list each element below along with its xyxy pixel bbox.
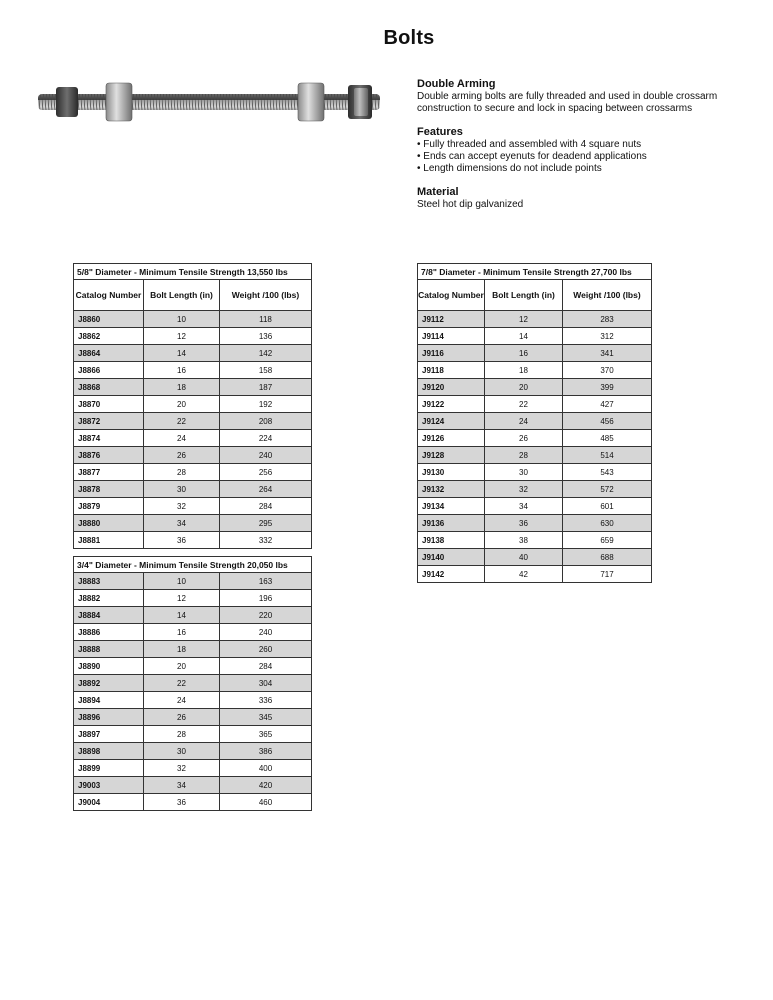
- weight-cell: 312: [563, 328, 652, 345]
- bolt-length-cell: 26: [144, 709, 220, 726]
- weight-cell: 196: [220, 590, 312, 607]
- table-row: [418, 447, 652, 464]
- catalog-number-cell: J8886: [74, 624, 144, 641]
- table-row: [74, 743, 312, 760]
- table-row: [74, 345, 312, 362]
- table-row: [74, 794, 312, 811]
- column-header-catalog: Catalog Number: [74, 280, 144, 311]
- bolt-length-cell: 32: [144, 498, 220, 515]
- bolt-length-cell: 24: [144, 430, 220, 447]
- weight-cell: 659: [563, 532, 652, 549]
- weight-cell: 187: [220, 379, 312, 396]
- weight-cell: 136: [220, 328, 312, 345]
- weight-cell: 118: [220, 311, 312, 328]
- catalog-number-cell: J8864: [74, 345, 144, 362]
- table-5-8-diameter: [73, 263, 312, 549]
- table-row: [74, 607, 312, 624]
- table-row: [418, 311, 652, 328]
- table-caption: 5/8" Diameter - Minimum Tensile Strength 13,550 lbs: [74, 264, 312, 280]
- bolt-length-cell: 18: [144, 379, 220, 396]
- weight-cell: 304: [220, 675, 312, 692]
- catalog-number-cell: J8899: [74, 760, 144, 777]
- table-row: [418, 345, 652, 362]
- table-row: [418, 566, 652, 583]
- table-row: [74, 379, 312, 396]
- material-text: Steel hot dip galvanized: [417, 199, 524, 210]
- weight-cell: 485: [563, 430, 652, 447]
- column-header-length: Bolt Length (in): [485, 280, 563, 311]
- catalog-number-cell: J8862: [74, 328, 144, 345]
- table-row: [74, 396, 312, 413]
- features-list: [417, 139, 757, 175]
- table-row: [74, 726, 312, 743]
- weight-cell: 240: [220, 447, 312, 464]
- catalog-number-cell: J9140: [418, 549, 485, 566]
- table-row: [74, 328, 312, 345]
- weight-cell: 365: [220, 726, 312, 743]
- table-row: [418, 396, 652, 413]
- feature-item: • Ends can accept eyenuts for deadend applications: [417, 151, 757, 163]
- table-row: [418, 515, 652, 532]
- weight-cell: 688: [563, 549, 652, 566]
- weight-cell: 370: [563, 362, 652, 379]
- column-header-catalog: Catalog Number: [418, 280, 485, 311]
- column-header-weight: Weight /100 (lbs): [563, 280, 652, 311]
- catalog-number-cell: J8866: [74, 362, 144, 379]
- weight-cell: 341: [563, 345, 652, 362]
- bolt-length-cell: 28: [144, 726, 220, 743]
- table-row: [418, 498, 652, 515]
- weight-cell: 386: [220, 743, 312, 760]
- bolt-length-cell: 10: [144, 573, 220, 590]
- weight-cell: 345: [220, 709, 312, 726]
- bolt-length-cell: 30: [485, 464, 563, 481]
- table-row: [74, 760, 312, 777]
- bolt-length-cell: 28: [144, 464, 220, 481]
- table-row: [74, 692, 312, 709]
- weight-cell: 460: [220, 794, 312, 811]
- table-row: [74, 464, 312, 481]
- bolt-length-cell: 12: [485, 311, 563, 328]
- catalog-number-cell: J9118: [418, 362, 485, 379]
- catalog-number-cell: J8896: [74, 709, 144, 726]
- catalog-number-cell: J9124: [418, 413, 485, 430]
- weight-cell: 420: [220, 777, 312, 794]
- catalog-number-cell: J9138: [418, 532, 485, 549]
- bolt-length-cell: 28: [485, 447, 563, 464]
- weight-cell: 260: [220, 641, 312, 658]
- weight-cell: 224: [220, 430, 312, 447]
- catalog-number-cell: J8872: [74, 413, 144, 430]
- catalog-number-cell: J8898: [74, 743, 144, 760]
- table-row: [418, 413, 652, 430]
- catalog-number-cell: J9116: [418, 345, 485, 362]
- catalog-number-cell: J9142: [418, 566, 485, 583]
- table-row: [74, 362, 312, 379]
- weight-cell: 283: [563, 311, 652, 328]
- catalog-number-cell: J8874: [74, 430, 144, 447]
- weight-cell: 240: [220, 624, 312, 641]
- description-heading: Double Arming: [417, 78, 496, 90]
- bolt-length-cell: 22: [144, 675, 220, 692]
- bolt-length-cell: 16: [485, 345, 563, 362]
- bolt-length-cell: 18: [144, 641, 220, 658]
- catalog-number-cell: J8882: [74, 590, 144, 607]
- table-row: [418, 362, 652, 379]
- bolt-length-cell: 34: [144, 777, 220, 794]
- table-row: [74, 532, 312, 549]
- catalog-number-cell: J8884: [74, 607, 144, 624]
- table-row: [418, 464, 652, 481]
- catalog-number-cell: J8877: [74, 464, 144, 481]
- table-row: [418, 328, 652, 345]
- bolt-length-cell: 20: [144, 658, 220, 675]
- catalog-number-cell: J8868: [74, 379, 144, 396]
- weight-cell: 336: [220, 692, 312, 709]
- catalog-number-cell: J8880: [74, 515, 144, 532]
- table-caption: 3/4" Diameter - Minimum Tensile Strength 20,050 lbs: [74, 557, 312, 573]
- weight-cell: 158: [220, 362, 312, 379]
- catalog-number-cell: J9120: [418, 379, 485, 396]
- bolt-length-cell: 26: [144, 447, 220, 464]
- table-row: [418, 481, 652, 498]
- bolt-length-cell: 32: [144, 760, 220, 777]
- catalog-number-cell: J8883: [74, 573, 144, 590]
- bolt-length-cell: 18: [485, 362, 563, 379]
- catalog-number-cell: J8878: [74, 481, 144, 498]
- table-row: [418, 532, 652, 549]
- weight-cell: 630: [563, 515, 652, 532]
- catalog-number-cell: J8892: [74, 675, 144, 692]
- catalog-number-cell: J8890: [74, 658, 144, 675]
- weight-cell: 264: [220, 481, 312, 498]
- weight-cell: 284: [220, 498, 312, 515]
- bolt-length-cell: 42: [485, 566, 563, 583]
- weight-cell: 572: [563, 481, 652, 498]
- weight-cell: 601: [563, 498, 652, 515]
- bolt-length-cell: 26: [485, 430, 563, 447]
- feature-item: • Fully threaded and assembled with 4 square nuts: [417, 139, 757, 151]
- bolt-length-cell: 16: [144, 624, 220, 641]
- features-heading: Features: [417, 126, 463, 138]
- bolt-length-cell: 34: [144, 515, 220, 532]
- table-row: [74, 675, 312, 692]
- bolt-length-cell: 38: [485, 532, 563, 549]
- weight-cell: 220: [220, 607, 312, 624]
- table-row: [74, 515, 312, 532]
- table-row: [418, 549, 652, 566]
- table-row: [74, 413, 312, 430]
- weight-cell: 256: [220, 464, 312, 481]
- weight-cell: 399: [563, 379, 652, 396]
- catalog-number-cell: J8894: [74, 692, 144, 709]
- catalog-number-cell: J9134: [418, 498, 485, 515]
- catalog-number-cell: J9132: [418, 481, 485, 498]
- catalog-number-cell: J8870: [74, 396, 144, 413]
- weight-cell: 332: [220, 532, 312, 549]
- catalog-number-cell: J9126: [418, 430, 485, 447]
- bolt-length-cell: 16: [144, 362, 220, 379]
- bolt-length-cell: 20: [485, 379, 563, 396]
- catalog-number-cell: J8879: [74, 498, 144, 515]
- bolt-length-cell: 40: [485, 549, 563, 566]
- bolt-length-cell: 36: [144, 794, 220, 811]
- bolt-length-cell: 14: [144, 345, 220, 362]
- bolt-length-cell: 36: [144, 532, 220, 549]
- bolt-length-cell: 14: [144, 607, 220, 624]
- table-row: [74, 590, 312, 607]
- weight-cell: 142: [220, 345, 312, 362]
- weight-cell: 717: [563, 566, 652, 583]
- column-header-length: Bolt Length (in): [144, 280, 220, 311]
- feature-item: • Length dimensions do not include points: [417, 163, 757, 175]
- weight-cell: 163: [220, 573, 312, 590]
- weight-cell: 192: [220, 396, 312, 413]
- weight-cell: 400: [220, 760, 312, 777]
- bolt-length-cell: 30: [144, 743, 220, 760]
- bolt-length-cell: 22: [485, 396, 563, 413]
- description-text: Double arming bolts are fully threaded and used in double crossarm construction to secure and lock in spacing between crossarms: [417, 91, 718, 114]
- table-caption: 7/8" Diameter - Minimum Tensile Strength 27,700 lbs: [418, 264, 652, 280]
- table-row: [74, 447, 312, 464]
- table-7-8-diameter: [417, 263, 652, 583]
- bolt-length-cell: 34: [485, 498, 563, 515]
- table-row: [74, 624, 312, 641]
- weight-cell: 427: [563, 396, 652, 413]
- bolt-length-cell: 14: [485, 328, 563, 345]
- table-3-4-diameter: [73, 556, 312, 811]
- table-row: [74, 709, 312, 726]
- bolt-length-cell: 10: [144, 311, 220, 328]
- bolt-length-cell: 30: [144, 481, 220, 498]
- catalog-number-cell: J9004: [74, 794, 144, 811]
- table-row: [74, 658, 312, 675]
- table-row: [418, 379, 652, 396]
- bolt-length-cell: 12: [144, 590, 220, 607]
- catalog-number-cell: J9130: [418, 464, 485, 481]
- bolt-length-cell: 12: [144, 328, 220, 345]
- table-row: [74, 777, 312, 794]
- catalog-number-cell: J8888: [74, 641, 144, 658]
- bolt-length-cell: 24: [144, 692, 220, 709]
- table-row: [74, 641, 312, 658]
- page-title: Bolts: [383, 27, 435, 49]
- catalog-number-cell: J9112: [418, 311, 485, 328]
- bolt-length-cell: 36: [485, 515, 563, 532]
- catalog-number-cell: J9128: [418, 447, 485, 464]
- catalog-number-cell: J9122: [418, 396, 485, 413]
- table-row: [74, 481, 312, 498]
- weight-cell: 514: [563, 447, 652, 464]
- material-heading: Material: [417, 186, 459, 198]
- weight-cell: 295: [220, 515, 312, 532]
- weight-cell: 543: [563, 464, 652, 481]
- catalog-number-cell: J8897: [74, 726, 144, 743]
- weight-cell: 456: [563, 413, 652, 430]
- catalog-number-cell: J9114: [418, 328, 485, 345]
- table-row: [74, 573, 312, 590]
- product-description: [417, 78, 757, 222]
- bolt-length-cell: 32: [485, 481, 563, 498]
- column-header-weight: Weight /100 (lbs): [220, 280, 312, 311]
- catalog-number-cell: J8876: [74, 447, 144, 464]
- catalog-number-cell: J8881: [74, 532, 144, 549]
- table-row: [74, 311, 312, 328]
- bolt-length-cell: 20: [144, 396, 220, 413]
- table-row: [74, 430, 312, 447]
- catalog-number-cell: J9136: [418, 515, 485, 532]
- weight-cell: 284: [220, 658, 312, 675]
- catalog-number-cell: J9003: [74, 777, 144, 794]
- catalog-number-cell: J8860: [74, 311, 144, 328]
- table-row: [418, 430, 652, 447]
- bolt-image: [36, 80, 382, 125]
- bolt-length-cell: 22: [144, 413, 220, 430]
- table-row: [74, 498, 312, 515]
- bolt-length-cell: 24: [485, 413, 563, 430]
- weight-cell: 208: [220, 413, 312, 430]
